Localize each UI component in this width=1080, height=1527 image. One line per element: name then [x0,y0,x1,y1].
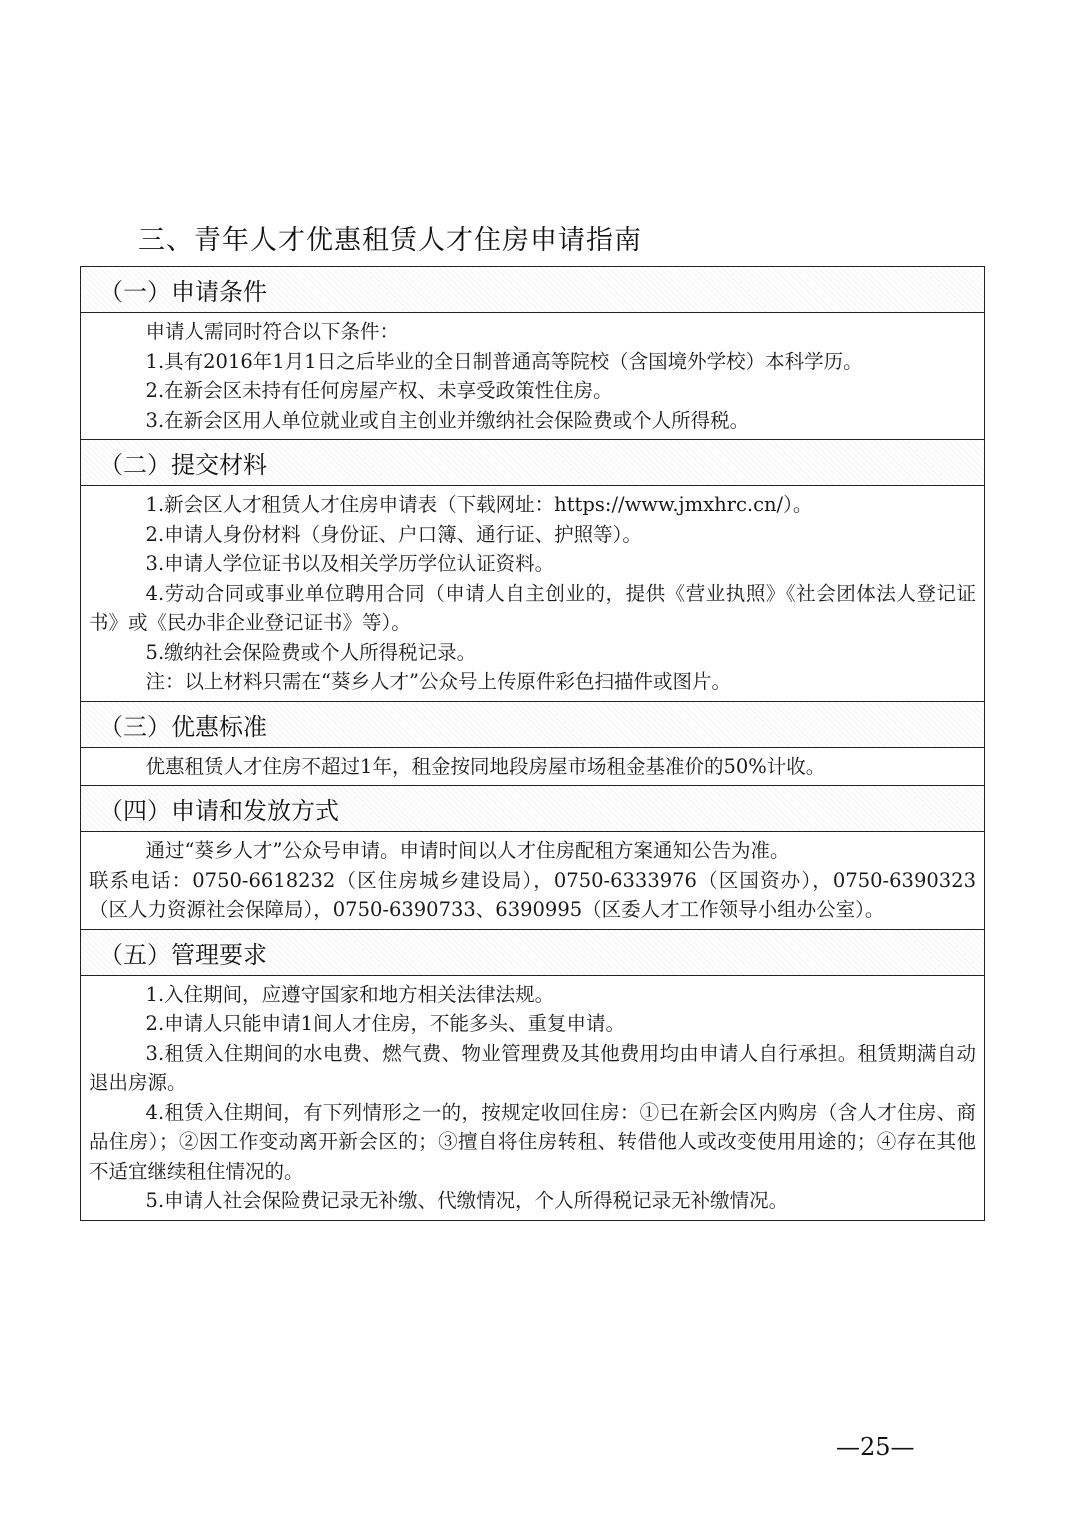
paragraph: 4.租赁入住期间，有下列情形之一的，按规定收回住房：①已在新会区内购房（含人才住房、商品住房）；②因工作变动离开新会区的；③擅自将住房转租、转借他人或改变使用用途的；④存在其他不适宜继续租住情况的。 [89,1100,976,1183]
paragraph: 5.缴纳社会保险费或个人所得税记录。 [145,640,477,664]
paragraph: 3.在新会区用人单位就业或自主创业并缴纳社会保险费或个人所得税。 [145,408,750,432]
paragraph: 优惠租赁人才住房不超过1年，租金按同地段房屋市场租金基准价的50%计收。 [145,754,826,778]
paragraph: 申请人需同时符合以下条件： [145,320,400,343]
paragraph: 2.在新会区未持有任何房屋产权、未享受政策性住房。 [145,379,613,402]
page-title: 三、青年人才优惠租赁人才住房申请指南 [138,225,642,256]
page-number: —25— [836,1433,915,1461]
paragraph: 联系电话：0750-6618232（区住房城乡建设局），0750-6333976（区国资办），0750-6390323（区人力资源社会保障局），0750-6390733、6390995（区委人才工作领导小组办公室）。 [89,868,976,921]
section-heading-application: （四）申请和发放方式 [81,786,984,832]
paragraph: 1.入住期间，应遵守国家和地方相关法律法规。 [145,982,555,1006]
section-heading-materials: （二）提交材料 [81,440,984,486]
section-heading-standard: （三）优惠标准 [81,702,984,748]
paragraph: 通过“葵乡人才”公众号申请。申请时间以人才住房配租方案通知公告为准。 [145,839,790,862]
paragraph: 5.申请人社会保险费记录无补缴、代缴情况，个人所得税记录无补缴情况。 [145,1189,789,1212]
section-heading-conditions: （一）申请条件 [81,267,984,313]
section-body-management [81,976,984,1220]
paragraph: 3.申请人学位证书以及相关学历学位认证资料。 [145,552,555,575]
paragraph: 2.申请人只能申请1间人才住房，不能多头、重复申请。 [145,1012,626,1035]
guide-table [80,266,985,1221]
paragraph: 2.申请人身份材料（身份证、户口簿、通行证、护照等）。 [145,522,642,546]
paragraph: 注：以上材料只需在“葵乡人才”公众号上传原件彩色扫描件或图片。 [145,670,731,693]
section-body-materials [81,486,984,702]
section-heading-management: （五）管理要求 [81,930,984,976]
paragraph: 1.新会区人才租赁人才住房申请表（下载网址：https://www.jmxhrc.cn/）。 [145,493,813,516]
paragraph: 4.劳动合同或事业单位聘用合同（申请人自主创业的，提供《营业执照》《社会团体法人登记证书》或《民办非企业登记证书》等）。 [89,581,976,634]
section-body-conditions [81,313,984,440]
section-body-standard [81,748,984,787]
paragraph: 3.租赁入住期间的水电费、燃气费、物业管理费及其他费用均由申请人自行承担。租赁期满自动退出房源。 [89,1041,976,1094]
section-body-application [81,832,984,930]
paragraph: 1.具有2016年1月1日之后毕业的全日制普通高等院校（含国境外学校）本科学历。 [145,349,863,373]
